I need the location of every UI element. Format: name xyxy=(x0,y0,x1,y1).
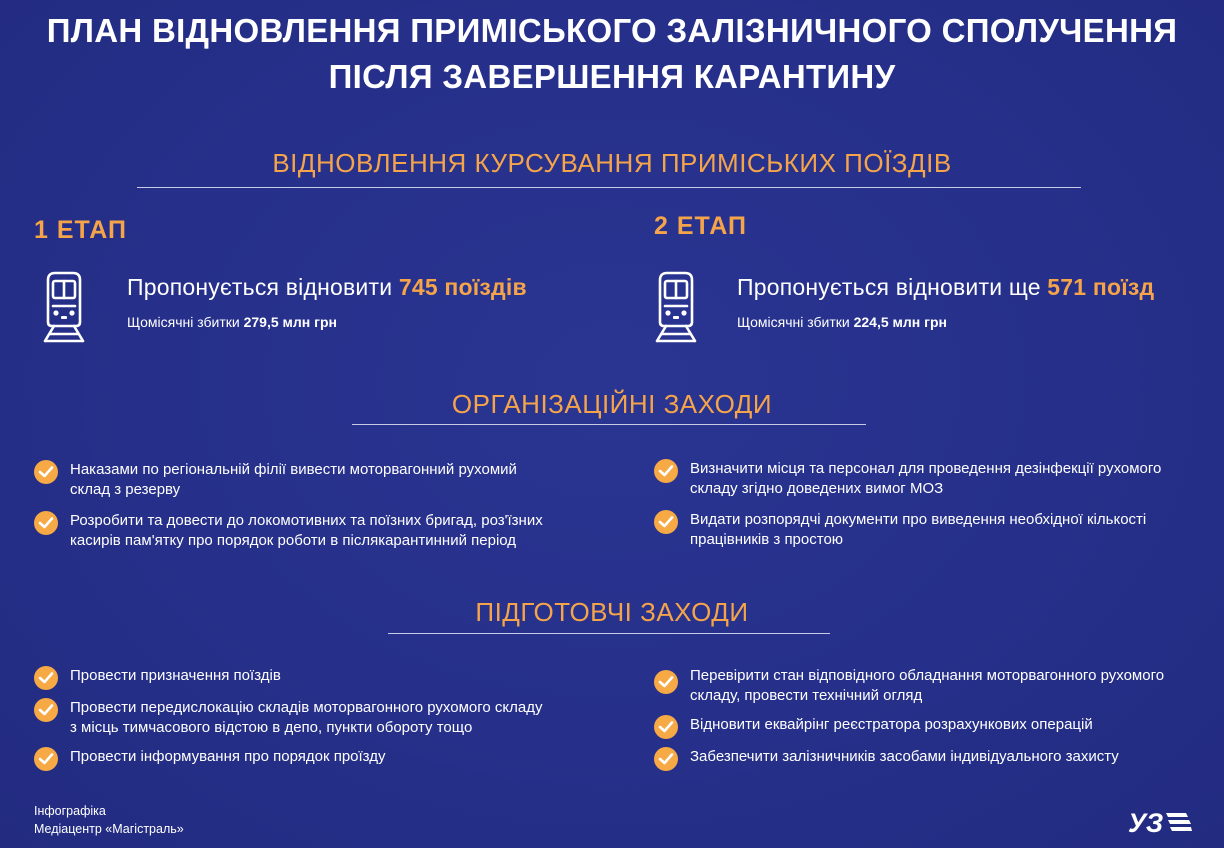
title-line-1: ПЛАН ВІДНОВЛЕННЯ ПРИМІСЬКОГО ЗАЛІЗНИЧНОГО СПОЛУЧЕННЯ xyxy=(46,12,1178,49)
item-line: Провести інформування про порядок проїзду xyxy=(70,748,386,765)
stage-2-losses-prefix: Щомісячні збитки xyxy=(737,314,854,330)
check-circle-icon xyxy=(654,747,678,771)
stage-2-losses xyxy=(737,314,947,330)
list-item xyxy=(654,459,1161,499)
stage-2-trains-count: 571 поїзд xyxy=(1047,274,1155,300)
stage-2-trains xyxy=(737,274,1154,301)
logo-text: УЗ xyxy=(1128,808,1164,836)
stage-1-losses-prefix: Щомісячні збитки xyxy=(127,314,244,330)
stage-1-trains xyxy=(127,274,527,301)
stage-2-losses-value: 224,5 млн грн xyxy=(853,314,947,330)
list-item xyxy=(34,698,543,738)
item-line: Відновити еквайрінг реєстратора розрахункових операцій xyxy=(690,716,1093,733)
stage-1-trains-prefix: Пропонується відновити xyxy=(127,274,399,300)
list-item xyxy=(654,510,1146,550)
footer-credit xyxy=(34,802,184,838)
section-heading-restore: ВІДНОВЛЕННЯ КУРСУВАННЯ ПРИМІСЬКИХ ПОЇЗДІВ xyxy=(272,148,952,178)
item-line: складу згідно доведених вимог МОЗ xyxy=(690,480,944,497)
uz-logo-icon xyxy=(1128,808,1192,836)
stage-1-losses-value: 279,5 млн грн xyxy=(243,314,337,330)
stage-1-losses xyxy=(127,314,337,330)
item-line: Наказами по регіональній філії вивести моторвагонний рухомий xyxy=(70,461,517,478)
title-line-2: ПІСЛЯ ЗАВЕРШЕННЯ КАРАНТИНУ xyxy=(328,58,896,95)
item-line: склад з резерву xyxy=(70,481,181,498)
section-heading-org: ОРГАНІЗАЦІЙНІ ЗАХОДИ xyxy=(451,389,773,419)
section-heading-prep: ПІДГОТОВЧІ ЗАХОДИ xyxy=(475,597,749,627)
check-circle-icon xyxy=(34,666,58,690)
check-circle-icon xyxy=(654,715,678,739)
item-line: Провести призначення поїздів xyxy=(70,667,281,684)
list-item xyxy=(34,747,385,771)
train-front-icon xyxy=(652,270,700,344)
item-line: Розробити та довести до локомотивних та поїзних бригад, роз'їзних xyxy=(70,512,543,529)
item-line: складу, провести технічний огляд xyxy=(690,687,923,704)
list-item xyxy=(34,511,543,551)
list-item xyxy=(654,715,1093,739)
check-circle-icon xyxy=(34,747,58,771)
list-item xyxy=(654,747,1119,771)
stage-2-trains-prefix: Пропонується відновити ще xyxy=(737,274,1048,300)
list-item xyxy=(654,666,1164,706)
item-line: працівників з простою xyxy=(690,531,844,548)
list-item xyxy=(34,666,281,690)
item-line: з місць тимчасового відстою в депо, пункти обороту тощо xyxy=(70,719,473,736)
train-front-icon xyxy=(40,270,88,344)
check-circle-icon xyxy=(654,459,678,483)
divider-restore xyxy=(137,187,1081,188)
check-circle-icon xyxy=(654,510,678,534)
item-line: Забезпечити залізничників засобами індивідуального захисту xyxy=(690,748,1119,765)
item-line: Видати розпорядчі документи про виведення необхідної кількості xyxy=(690,511,1147,528)
page-title xyxy=(0,8,1224,100)
stage-1-label: 1 ЕТАП xyxy=(34,216,127,244)
list-item xyxy=(34,460,517,500)
footer-line-1: Інфографіка xyxy=(34,804,106,818)
check-circle-icon xyxy=(654,670,678,694)
footer-line-2: Медіацентр «Магістраль» xyxy=(34,822,184,836)
item-line: Перевірити стан відповідного обладнання моторвагонного рухомого xyxy=(690,667,1165,684)
check-circle-icon xyxy=(34,511,58,535)
item-line: Провести передислокацію складів моторвагонного рухомого складу xyxy=(70,699,543,716)
check-circle-icon xyxy=(34,460,58,484)
divider-prep xyxy=(388,633,830,634)
item-line: Визначити місця та персонал для проведення дезінфекції рухомого xyxy=(690,460,1162,477)
item-line: касирів пам'ятку про порядок роботи в післякарантинний період xyxy=(70,532,517,549)
stage-2-label: 2 ЕТАП xyxy=(654,212,747,240)
divider-org xyxy=(352,424,866,425)
check-circle-icon xyxy=(34,698,58,722)
stage-1-trains-count: 745 поїздів xyxy=(398,274,527,300)
